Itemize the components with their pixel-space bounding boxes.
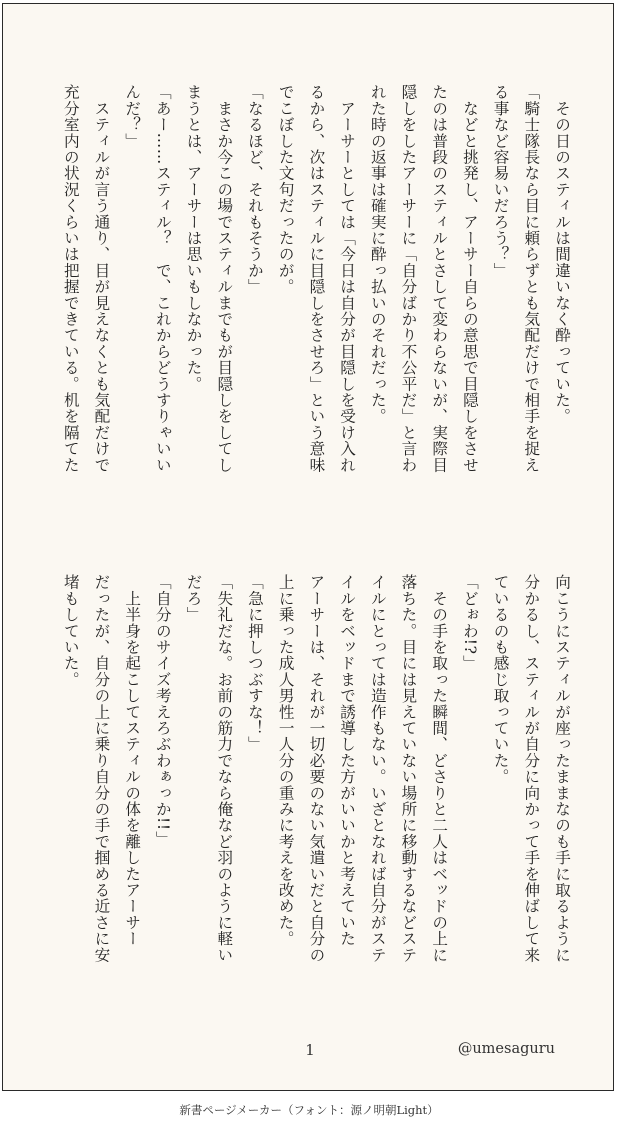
text-line: 「失礼だな。お前の筋力でなら俺など羽のように軽い <box>215 574 234 963</box>
text-line: だろ」 <box>184 574 203 623</box>
text-line: るから、次はスティルに目隠しをさせろ」という意味 <box>307 84 326 473</box>
text-line: 上に乗った成人男性一人分の重みに考えを改めた。 <box>276 574 295 947</box>
text-line: たのは普段のスティルとさして変わらないが、実際目 <box>430 84 449 473</box>
text-block-lower <box>55 574 577 1004</box>
text-line: 分かるし、スティルが自分に向かって手を伸ばして来 <box>522 574 541 963</box>
text-line: 「あー……スティル？ で、これからどうすりゃいい <box>153 84 172 473</box>
text-line: イルをベッドまで誘導した方がいいかと考えていた <box>338 574 357 947</box>
text-line: などと挑発し、アーサー自らの意思で目隠しをさせ <box>460 84 479 473</box>
author-handle: @umesaguru <box>457 1041 555 1057</box>
book-page <box>2 3 614 1091</box>
text-line: 充分室内の状況くらいは把握できている。机を隔てた <box>61 84 80 473</box>
text-block-upper <box>55 84 577 514</box>
text-line: 「急に押しつぶすな！」 <box>245 574 264 753</box>
page-number: 1 <box>305 1041 315 1059</box>
text-line: アーサーは、それが一切必要のない気遣いだと自分の <box>307 574 326 963</box>
text-line: 向こうにスティルが座ったままなのも手に取るように <box>553 574 571 963</box>
text-line: アーサーとしては「今日は自分が目隠しを受け入れ <box>338 84 357 473</box>
text-line: 堵もしていた。 <box>61 574 80 688</box>
text-line: その日のスティルは間違いなく酔っていた。 <box>553 84 571 425</box>
text-line: 上半身を起こしてスティルの体を離したアーサー <box>123 574 142 947</box>
text-line: る事など容易いだろう？」 <box>491 84 510 279</box>
text-line: スティルが言う通り、目が見えなくとも気配だけで <box>92 84 111 473</box>
text-line: 隠しをしたアーサーに「自分ばかり不公平だ」と言わ <box>399 84 418 473</box>
text-line: だったが、自分の上に乗り自分の手で掴める近さに安 <box>92 574 111 963</box>
text-line: れた時の返事は確実に酔っ払いのそれだった。 <box>368 84 387 425</box>
text-line: 落ちた。目には見えていない場所に移動するなどステ <box>399 574 418 963</box>
text-line: んだ？」 <box>123 84 142 149</box>
text-line: 「どぉわ!?」 <box>460 574 479 671</box>
generator-credit: 新書ページメーカー（フォント：源ノ明朝Light） <box>179 1103 439 1117</box>
text-line: 「なるほど、それもそうか」 <box>245 84 264 295</box>
text-line: まうとは、アーサーは思いもしなかった。 <box>184 84 203 392</box>
text-line: 「自分のサイズ考えろぶわぁっか!!」 <box>153 574 172 847</box>
text-line: イルにとっては造作もない。いざとなれば自分がステ <box>368 574 387 963</box>
text-line: 「騎士隊長なら目に頼らずとも気配だけで相手を捉え <box>522 84 541 473</box>
text-line: まさか今この場でスティルまでもが目隠しをしてし <box>215 84 234 473</box>
text-line: その手を取った瞬間、どさりと二人はベッドの上に <box>430 574 449 963</box>
text-line: でこぼした文句だったのが。 <box>276 84 295 295</box>
text-line: ているのも感じ取っていた。 <box>491 574 510 785</box>
